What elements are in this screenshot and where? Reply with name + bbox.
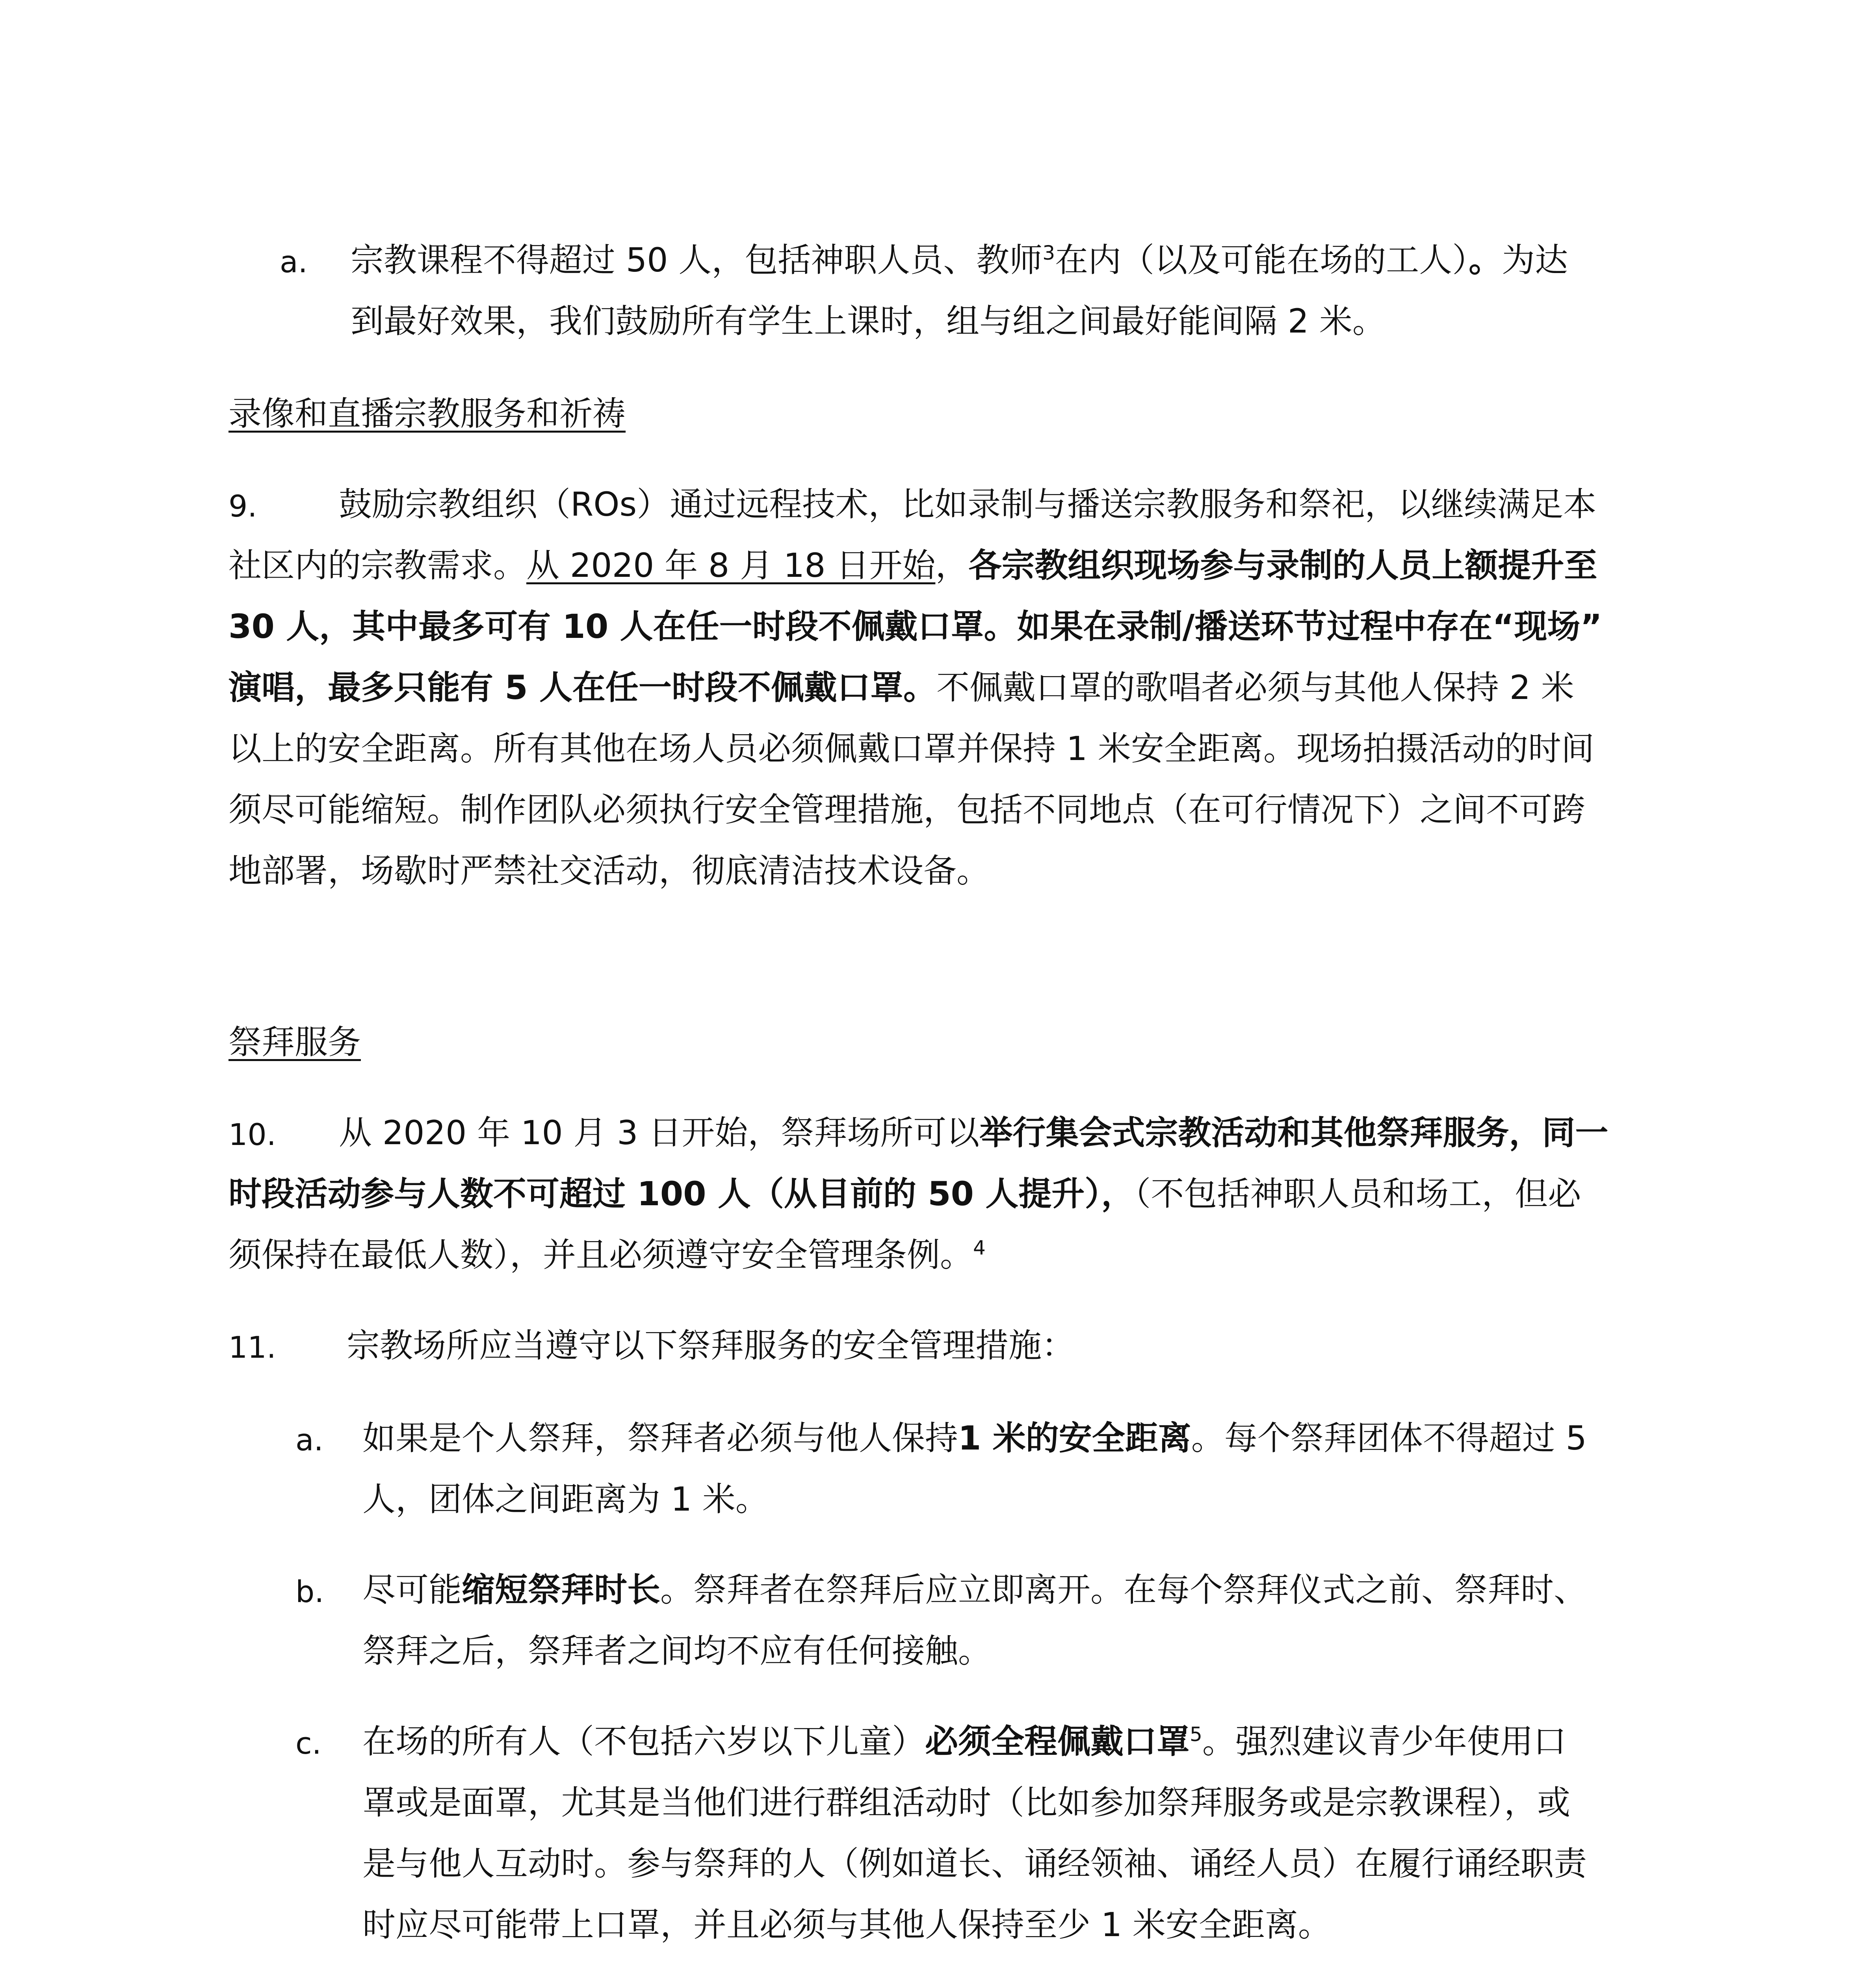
- footnote-ref-4: 4: [973, 1236, 986, 1259]
- para9-line-5: 以上的安全距离。所有其他在场人员必须佩戴口罩并保持 1 米安全距离。现场拍摄活动的时间: [228, 729, 1594, 768]
- item-11b-line-1: 尽可能缩短祭拜时长。祭拜者在祭拜后应立即离开。在每个祭拜仪式之前、祭拜时、: [362, 1570, 1587, 1609]
- para9-line-3: 30 人，其中最多可有 10 人在任一时段不佩戴口罩。如果在录制/播送环节过程中存在“现场”: [228, 607, 1602, 646]
- item-11c-line-1: 在场的所有人（不包括六岁以下儿童）必须全程佩戴口罩$^5$。强烈建议青少年使用口: [362, 1722, 1566, 1761]
- footnote-ref-3: 3: [1042, 242, 1055, 264]
- item-11c-line-4: 时应尽可能带上口罩，并且必须与其他人保持至少 1 米安全距离。: [362, 1905, 1331, 1944]
- para9-line-2: 社区内的宗教需求。从 2020 年 8 月 18 日开始，各宗教组织现场参与录制的人员上额提升至: [228, 546, 1597, 585]
- paragraph-number-11: 11.: [228, 1330, 276, 1365]
- para9-line-7: 地部署，场歇时严禁社交活动，彻底清洁技术设备。: [228, 851, 990, 890]
- para10-line-2: 时段活动参与人数不可超过 100 人（从目前的 50 人提升），（不包括神职人员和场工，但必: [228, 1175, 1581, 1213]
- item-11c-line-2: 罩或是面罩，尤其是当他们进行群组活动时（比如参加祭拜服务或是宗教课程），或: [362, 1783, 1571, 1822]
- paragraph-number-10: 10.: [228, 1117, 276, 1152]
- para11-intro: 宗教场所应当遵守以下祭拜服务的安全管理措施：: [347, 1326, 1075, 1365]
- para9-line-1: 鼓励宗教组织（ROs）通过远程技术，比如录制与播送宗教服务和祭祀，以继续满足本: [339, 485, 1597, 524]
- paragraph-number-9: 9.: [228, 489, 257, 524]
- list-marker: a.: [295, 1422, 323, 1457]
- item-11c-line-3: 是与他人互动时。参与祭拜的人（例如道长、诵经领袖、诵经人员）在履行诵经职责: [362, 1844, 1587, 1883]
- list-marker: b.: [295, 1574, 324, 1609]
- para10-line-1: 从 2020 年 10 月 3 日开始，祭拜场所可以举行集会式宗教活动和其他祭拜服务，同一: [339, 1113, 1609, 1152]
- item-11a-line-2: 人，团体之间距离为 1 米。: [362, 1480, 769, 1518]
- para9-line-4: 演唱，最多只能有 5 人在任一时段不佩戴口罩。不佩戴口罩的歌唱者必须与其他人保持 2 米: [228, 668, 1574, 707]
- item-11b-line-2: 祭拜之后，祭拜者之间均不应有任何接触。: [362, 1632, 992, 1670]
- footnote-ref-5: 5: [1190, 1723, 1202, 1746]
- para9-line-6: 须尽可能缩短。制作团队必须执行安全管理措施，包括不同地点（在可行情况下）之间不可跨: [228, 790, 1586, 829]
- item-8a-line-2: 到最好效果，我们鼓励所有学生上课时，组与组之间最好能间隔 2 米。: [351, 302, 1386, 340]
- list-marker: a.: [280, 244, 308, 279]
- item-11a-line-1: 如果是个人祭拜，祭拜者必须与他人保持1 米的安全距离。每个祭拜团体不得超过 5: [362, 1419, 1587, 1457]
- section-heading-worship: 祭拜服务: [228, 1023, 361, 1061]
- section-heading-recording: 录像和直播宗教服务和祈祷: [228, 394, 626, 433]
- item-8a-line-1: 宗教课程不得超过 50 人，包括神职人员、教师$^3$在内（以及可能在场的工人）。为达: [351, 241, 1568, 279]
- para10-line-3: 须保持在最低人数），并且必须遵守安全管理条例。$^4$: [228, 1236, 986, 1274]
- list-marker: c.: [295, 1726, 321, 1761]
